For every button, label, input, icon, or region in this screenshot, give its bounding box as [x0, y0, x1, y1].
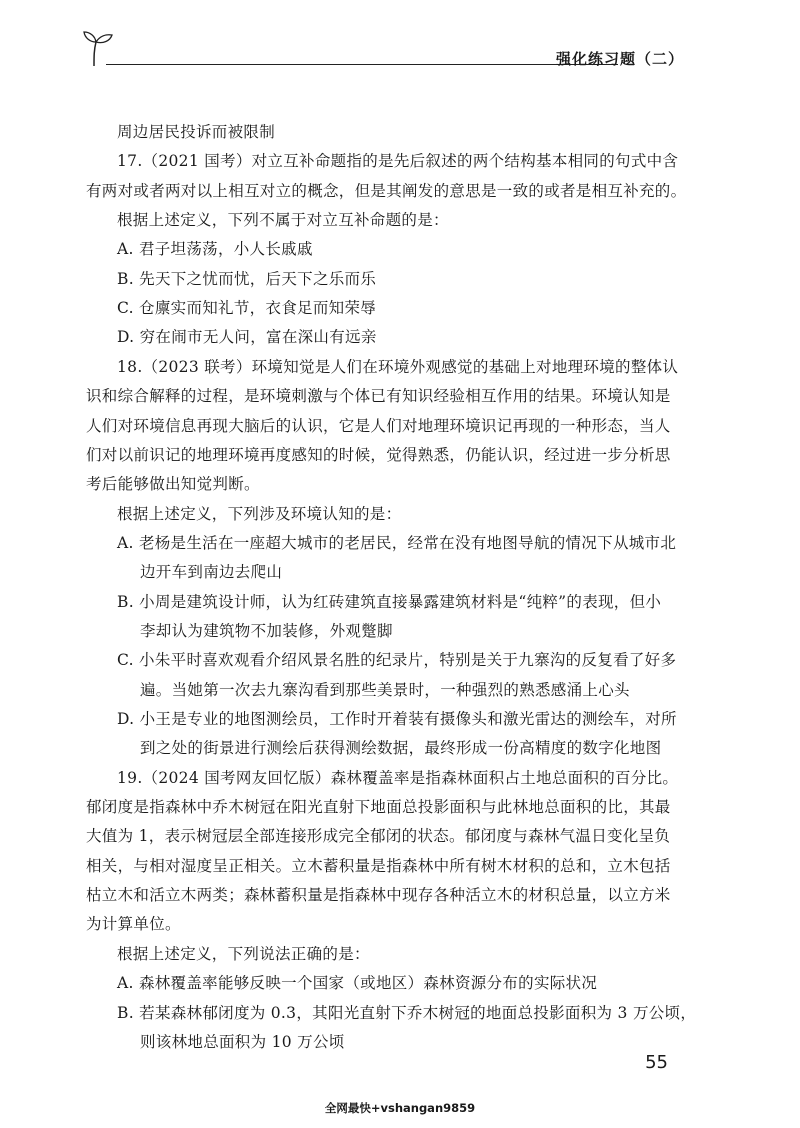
- text-line: D. 穷在闹市无人问，富在深山有远亲: [117, 328, 377, 347]
- text-line: 识和综合解释的过程，是环境刺激与个体已有知识经验相互作用的结果。环境认知是: [86, 387, 671, 406]
- text-line: 遍。当她第一次去九寨沟看到那些美景时，一种强烈的熟悉感涌上心头: [140, 680, 630, 699]
- header-rule: [106, 64, 618, 65]
- sprout-icon: [82, 28, 116, 68]
- text-line: 人们对环境信息再现大脑后的认识，它是人们对地理环境识记再现的一种形态，当人: [86, 416, 671, 435]
- text-line: 周边居民投诉而被限制: [117, 123, 276, 141]
- text-line: 相关，与相对湿度呈正相关。立木蓄积量是指森林中所有树木材积的总和，立木包括: [86, 856, 671, 875]
- text-line: B. 若某森林郁闭度为 0.3，其阳光直射下乔木树冠的地面总投影面积为 3 万公顷，: [117, 1003, 697, 1022]
- text-line: B. 小周是建筑设计师，认为红砖建筑直接暴露建筑材料是“纯粹”的表现，但小: [117, 592, 662, 611]
- text-line: 为计算单位。: [86, 915, 181, 934]
- text-line: 19.（2024 国考网友回忆版）森林覆盖率是指森林面积占土地总面积的百分比。: [117, 768, 679, 787]
- text-line: 枯立木和活立木两类；森林蓄积量是指森林中现存各种活立木的材积总量，以立方米: [86, 886, 671, 905]
- text-line: 边开车到南边去爬山: [140, 563, 283, 582]
- text-line: 根据上述定义，下列涉及环境认知的是：: [117, 504, 402, 523]
- text-line: 则该林地总面积为 10 万公顷: [140, 1032, 345, 1051]
- text-line: A. 森林覆盖率能够反映一个国家（或地区）森林资源分布的实际状况: [117, 974, 598, 993]
- section-title: 强化练习题（二）: [555, 50, 684, 68]
- text-line: 李却认为建筑物不加装修，外观蹩脚: [140, 621, 393, 640]
- text-line: 考后能够做出知觉判断。: [86, 475, 260, 494]
- text-line: 有两对或者两对以上相互对立的概念，但是其阐发的意思是一致的或者是相互补充的。: [86, 181, 687, 200]
- text-line: 18.（2023 联考）环境知觉是人们在环境外观感觉的基础上对地理环境的整体认: [117, 357, 679, 376]
- text-line: C. 小朱平时喜欢观看介绍风景名胜的纪录片，特别是关于九寨沟的反复看了好多: [117, 651, 677, 670]
- text-line: 到之处的街景进行测绘后获得测绘数据，最终形成一份高精度的数字化地图: [140, 739, 662, 758]
- text-line: B. 先天下之忧而忧，后天下之乐而乐: [117, 269, 377, 288]
- text-line: A. 老杨是生活在一座超大城市的老居民，经常在没有地图导航的情况下从城市北: [117, 533, 677, 552]
- text-line: 大值为 1，表示树冠层全部连接形成完全郁闭的状态。郁闭度与森林气温日变化呈负: [86, 827, 671, 846]
- text-line: D. 小王是专业的地图测绘员，工作时开着装有摄像头和激光雷达的测绘车，对所: [117, 710, 677, 728]
- text-line: 们对以前识记的地理环境再度感知的时候，觉得熟悉，仍能认识，经过进一步分析思: [86, 445, 671, 464]
- text-line: 根据上述定义，下列不属于对立互补命题的是：: [117, 211, 449, 230]
- page-header: [82, 28, 702, 76]
- text-line: 17.（2021 国考）对立互补命题指的是先后叙述的两个结构基本相同的句式中含: [117, 152, 679, 171]
- text-line: 根据上述定义，下列说法正确的是：: [117, 944, 370, 963]
- page-number: 55: [645, 1052, 668, 1073]
- text-line: C. 仓廪实而知礼节，衣食足而知荣辱: [117, 299, 377, 318]
- footer-watermark: 全网最快+vshangan9859: [324, 1101, 476, 1115]
- text-line: 郁闭度是指森林中乔木树冠在阳光直射下地面总投影面积与此林地总面积的比，其最: [86, 798, 671, 817]
- text-line: A. 君子坦荡荡，小人长戚戚: [117, 240, 313, 259]
